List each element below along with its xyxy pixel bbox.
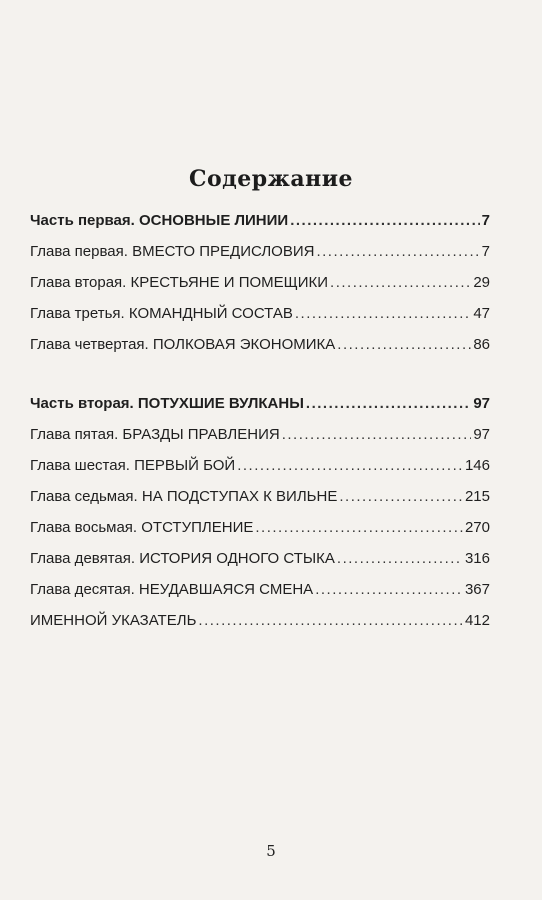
toc-entry bbox=[30, 336, 490, 360]
toc-leader-dots bbox=[295, 305, 471, 322]
toc-entry-label: Глава восьмая. ОТСТУПЛЕНИЕ bbox=[30, 519, 254, 536]
toc-entry-page: 7 bbox=[481, 243, 490, 260]
toc-entry bbox=[30, 212, 490, 236]
toc-leader-dots bbox=[315, 581, 463, 598]
toc-entry bbox=[30, 274, 490, 298]
toc-leader-dots bbox=[237, 457, 463, 474]
toc-entry-label: Глава девятая. ИСТОРИЯ ОДНОГО СТЫКА bbox=[30, 550, 335, 567]
toc-entry-page: 97 bbox=[473, 395, 490, 412]
toc-entry-page: 7 bbox=[481, 212, 490, 229]
toc-entry-page: 29 bbox=[473, 274, 490, 291]
toc-leader-dots bbox=[337, 336, 471, 353]
toc-entry-page: 146 bbox=[464, 457, 490, 474]
toc-entry bbox=[30, 550, 490, 574]
page-title: Содержание bbox=[188, 166, 354, 192]
page-number: 5 bbox=[266, 842, 276, 860]
toc-entry-page: 86 bbox=[473, 336, 490, 353]
toc-entry-page: 215 bbox=[464, 488, 490, 505]
toc-entry-label: Глава первая. ВМЕСТО ПРЕДИСЛОВИЯ bbox=[30, 243, 315, 260]
toc-entry-label: Глава шестая. ПЕРВЫЙ БОЙ bbox=[30, 457, 236, 474]
toc-entry-label: Глава десятая. НЕУДАВШАЯСЯ СМЕНА bbox=[30, 581, 314, 598]
toc-entry-page: 412 bbox=[464, 612, 490, 629]
toc-entry bbox=[30, 243, 490, 267]
toc-entry-label: Глава пятая. БРАЗДЫ ПРАВЛЕНИЯ bbox=[30, 426, 280, 443]
toc-entry bbox=[30, 488, 490, 512]
toc-entry bbox=[30, 457, 490, 481]
toc-entry bbox=[30, 519, 490, 543]
toc-entry-page: 367 bbox=[464, 581, 490, 598]
toc-entry-label: ИМЕННОЙ УКАЗАТЕЛЬ bbox=[30, 612, 197, 629]
toc-entry-page: 47 bbox=[473, 305, 490, 322]
toc-entry bbox=[30, 426, 490, 450]
toc-entry-label: Глава третья. КОМАНДНЫЙ СОСТАВ bbox=[30, 305, 293, 322]
toc-leader-dots bbox=[316, 243, 479, 260]
toc-entry bbox=[30, 305, 490, 329]
toc-entry-label: Часть первая. ОСНОВНЫЕ ЛИНИИ bbox=[30, 212, 289, 229]
toc-leader-dots bbox=[330, 274, 471, 291]
toc-entry-label: Часть вторая. ПОТУХШИЕ ВУЛКАНЫ bbox=[30, 395, 304, 412]
toc-entry-page: 316 bbox=[464, 550, 490, 567]
toc-entry-page: 97 bbox=[473, 426, 490, 443]
toc-leader-dots bbox=[337, 550, 463, 567]
toc-entry bbox=[30, 612, 490, 636]
toc-entry-label: Глава седьмая. НА ПОДСТУПАХ К ВИЛЬНЕ bbox=[30, 488, 338, 505]
toc-leader-dots bbox=[255, 519, 463, 536]
toc-entry bbox=[30, 581, 490, 605]
toc-leader-dots bbox=[198, 612, 463, 629]
toc-leader-dots bbox=[339, 488, 463, 505]
toc-leader-dots bbox=[290, 212, 479, 229]
toc-entry-page: 270 bbox=[464, 519, 490, 536]
toc-entry-label: Глава четвертая. ПОЛКОВАЯ ЭКОНОМИКА bbox=[30, 336, 336, 353]
toc-leader-dots bbox=[282, 426, 472, 443]
toc-entry bbox=[30, 395, 490, 419]
toc-entry-label: Глава вторая. КРЕСТЬЯНЕ И ПОМЕЩИКИ bbox=[30, 274, 329, 291]
toc-leader-dots bbox=[306, 395, 471, 412]
